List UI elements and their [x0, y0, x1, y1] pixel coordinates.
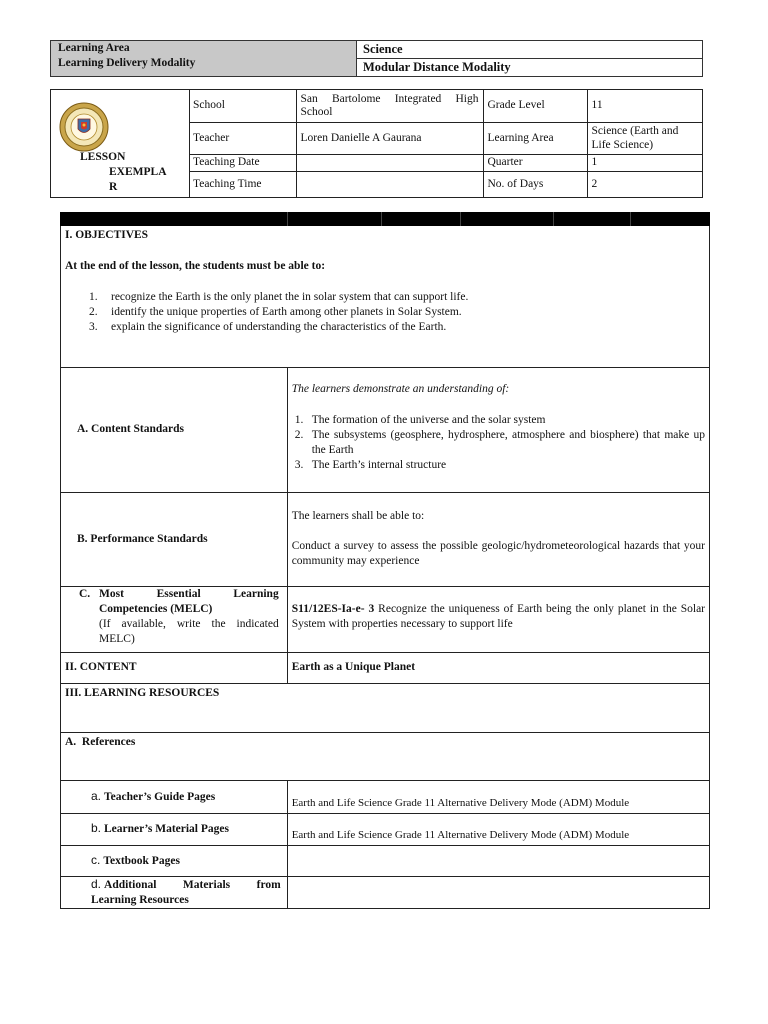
resource-row [61, 813, 710, 845]
teaching-date-value [296, 154, 483, 171]
resource-label-cell [61, 813, 288, 845]
black-header-bar [60, 212, 710, 226]
melc-row [61, 586, 710, 652]
teaching-time-value [296, 171, 483, 197]
teacher-label: Teacher [189, 122, 296, 154]
content-standard-item [292, 458, 705, 473]
resource-value: Earth and Life Science Grade 11 Alternative Delivery Mode (ADM) Module [287, 780, 709, 813]
quarter-value: 1 [587, 154, 702, 171]
teaching-time-label: Teaching Time [189, 171, 296, 197]
content-standards-list [292, 413, 705, 473]
no-of-days-label: No. of Days [483, 171, 587, 197]
objectives-row [61, 226, 710, 367]
objective-number: 1. [89, 291, 98, 303]
lesson-header [50, 89, 703, 198]
no-of-days-value: 2 [587, 171, 702, 197]
content-standard-number: 3. [294, 458, 304, 471]
content-standard-item [292, 428, 705, 458]
grade-level-value: 11 [587, 90, 702, 122]
objectives-list [65, 290, 705, 335]
resource-label: Textbook Pages [103, 854, 180, 867]
teacher-value: Loren Danielle A Gaurana [296, 122, 483, 154]
learning-area-value: Science [357, 41, 702, 59]
school-label: School [189, 90, 296, 122]
objective-number: 2. [89, 306, 98, 318]
performance-standards-intro: The learners shall be able to: [291, 509, 425, 522]
objective-text: explain the significance of understanding the characteristics of the Earth. [111, 321, 447, 333]
lesson-table [60, 226, 710, 909]
learning-area-values [357, 41, 702, 76]
lesson-title-line-3: R [109, 181, 118, 193]
references-row [61, 732, 710, 780]
resource-value [287, 876, 709, 908]
resource-label-cell [61, 845, 288, 876]
objectives-heading: I. OBJECTIVES [65, 229, 149, 241]
lesson-title-line-2: EXEMPLA [109, 166, 167, 178]
melc-label-prefix: C. [79, 587, 91, 600]
learning-area-box [50, 40, 703, 77]
learning-resources-row [61, 683, 710, 732]
resource-label-cell [61, 876, 288, 908]
content-standard-text: The subsystems (geosphere, hydrosphere, atmosphere and biosphere) that make up the Earth [311, 428, 705, 456]
teaching-date-label: Teaching Date [189, 154, 296, 171]
learning-area-label-2: Learning Area [483, 122, 587, 154]
content-standard-item [292, 413, 705, 428]
performance-standards-row [61, 492, 710, 586]
objective-item [65, 290, 705, 305]
resource-label: Additional Materials from Learning Resources [91, 878, 281, 906]
objective-item [65, 320, 705, 335]
content-value: Earth as a Unique Planet [287, 652, 709, 683]
learning-area-labels [51, 41, 357, 76]
melc-label-cell [61, 586, 288, 652]
school-seal-icon [59, 102, 109, 152]
resource-row [61, 845, 710, 876]
melc-text: Recognize the uniqueness of Earth being the only planet in the Solar System with properties necessary to support life [291, 602, 705, 630]
lesson-body [60, 212, 710, 909]
performance-standards-label: B. Performance Standards [61, 492, 288, 586]
school-value: San Bartolome Integrated High School [296, 90, 483, 122]
content-standards-row [61, 367, 710, 492]
learning-resources-heading: III. LEARNING RESOURCES [61, 683, 710, 732]
content-standards-intro: The learners demonstrate an understanding of: [291, 382, 510, 395]
delivery-modality-value: Modular Distance Modality [363, 60, 511, 74]
header-info-table [189, 90, 702, 197]
content-standard-text: The Earth’s internal structure [311, 458, 447, 471]
resource-letter: d. [91, 876, 102, 891]
content-standard-number: 1. [294, 413, 304, 426]
content-row [61, 652, 710, 683]
resource-letter: a. [91, 788, 102, 803]
resource-row [61, 780, 710, 813]
quarter-label: Quarter [483, 154, 587, 171]
learning-area-value-2: Science (Earth and Life Science) [587, 122, 702, 154]
content-label: II. CONTENT [61, 652, 288, 683]
resource-label: Learner’s Material Pages [104, 823, 229, 835]
lesson-exemplar-title [80, 150, 167, 195]
grade-level-label: Grade Level [483, 90, 587, 122]
objective-text: identify the unique properties of Earth among other planets in Solar System. [111, 306, 462, 318]
resource-letter: c. [91, 852, 101, 867]
resource-value [287, 845, 709, 876]
objectives-intro: At the end of the lesson, the students must be able to: [65, 260, 326, 272]
learning-area-label: Learning Area [58, 42, 130, 54]
objective-item [65, 305, 705, 320]
resource-label: Teacher’s Guide Pages [104, 790, 216, 803]
references-label: A. References [61, 732, 710, 780]
objective-number: 3. [89, 321, 98, 333]
content-standards-label: A. Content Standards [61, 367, 288, 492]
content-standard-text: The formation of the universe and the solar system [311, 413, 546, 426]
objective-text: recognize the Earth is the only planet the in solar system that can support life. [111, 291, 469, 303]
resource-row [61, 876, 710, 908]
resource-value: Earth and Life Science Grade 11 Alternative Delivery Mode (ADM) Module [287, 813, 709, 845]
logo-cell [51, 90, 190, 197]
melc-value-cell [287, 586, 709, 652]
performance-standards-text: Conduct a survey to assess the possible geologic/hydrometeorological hazards that your community may experience [291, 539, 705, 567]
melc-code: S11/12ES-Ia-e- 3 [291, 602, 375, 615]
content-standard-number: 2. [294, 428, 304, 441]
resource-label-cell [61, 780, 288, 813]
lesson-title-line-1: LESSON [80, 151, 126, 163]
melc-label-main: Most Essential Learning Competencies (MELC) [99, 587, 279, 615]
melc-label-note: (If available, write the indicated MELC) [99, 617, 279, 645]
delivery-modality-label: Learning Delivery Modality [58, 57, 196, 69]
resource-letter: b. [91, 821, 102, 835]
